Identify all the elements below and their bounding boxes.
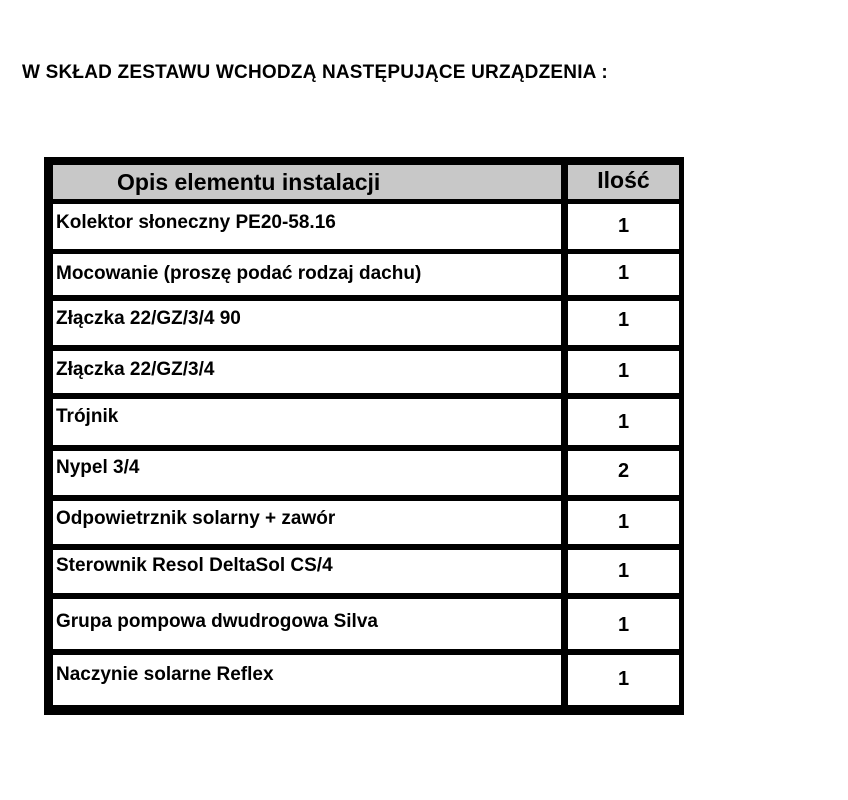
row-description-text: Grupa pompowa dwudrogowa Silva: [56, 611, 378, 632]
table-row-description: [53, 351, 561, 393]
row-quantity-text: 2: [617, 460, 630, 482]
table-row-quantity: [568, 254, 679, 295]
row-description-text: Kolektor słoneczny PE20-58.16: [56, 212, 336, 233]
row-description-text: Naczynie solarne Reflex: [56, 664, 274, 685]
column-header-quantity: Ilość: [568, 165, 679, 199]
table-row-description: [53, 655, 561, 705]
row-description-text: Mocowanie (proszę podać rodzaj dachu): [56, 263, 422, 284]
row-description-text: Odpowietrznik solarny + zawór: [56, 508, 336, 529]
table-row-quantity: [568, 550, 679, 593]
page-title: W SKŁAD ZESTAWU WCHODZĄ NASTĘPUJĄCE URZĄDZENIA :: [22, 62, 608, 83]
table-row-quantity: [568, 501, 679, 544]
row-description-text: Złączka 22/GZ/3/4 90: [56, 308, 241, 329]
table-row-quantity: [568, 204, 679, 249]
row-quantity-text: 1: [617, 262, 630, 284]
row-quantity-text: 1: [617, 411, 630, 433]
row-quantity-text: 1: [617, 360, 630, 382]
row-quantity-text: 1: [617, 560, 630, 582]
row-quantity-text: 1: [617, 309, 630, 331]
table-row-quantity: [568, 451, 679, 495]
row-description-text: Nypel 3/4: [56, 457, 140, 478]
table-row-quantity: [568, 655, 679, 705]
row-quantity-text: 1: [617, 668, 630, 690]
table-row-description: [53, 204, 561, 249]
table-row-description: [53, 599, 561, 649]
table-row-description: [53, 550, 561, 593]
table-row-quantity: [568, 599, 679, 649]
table-row-description: [53, 301, 561, 345]
row-description-text: Złączka 22/GZ/3/4: [56, 359, 215, 380]
table-row-description: [53, 451, 561, 495]
table-row-quantity: [568, 399, 679, 445]
table-row-quantity: [568, 301, 679, 345]
table-row-quantity: [568, 351, 679, 393]
column-header-description: Opis elementu instalacji: [53, 165, 561, 199]
row-quantity-text: 1: [617, 511, 630, 533]
equipment-table: [44, 157, 684, 715]
table-row-description: [53, 399, 561, 445]
row-quantity-text: 1: [617, 614, 630, 636]
row-description-text: Trójnik: [56, 406, 119, 427]
table-row-description: [53, 501, 561, 544]
row-description-text: Sterownik Resol DeltaSol CS/4: [56, 555, 333, 576]
table-row-description: [53, 254, 561, 295]
row-quantity-text: 1: [617, 215, 630, 237]
